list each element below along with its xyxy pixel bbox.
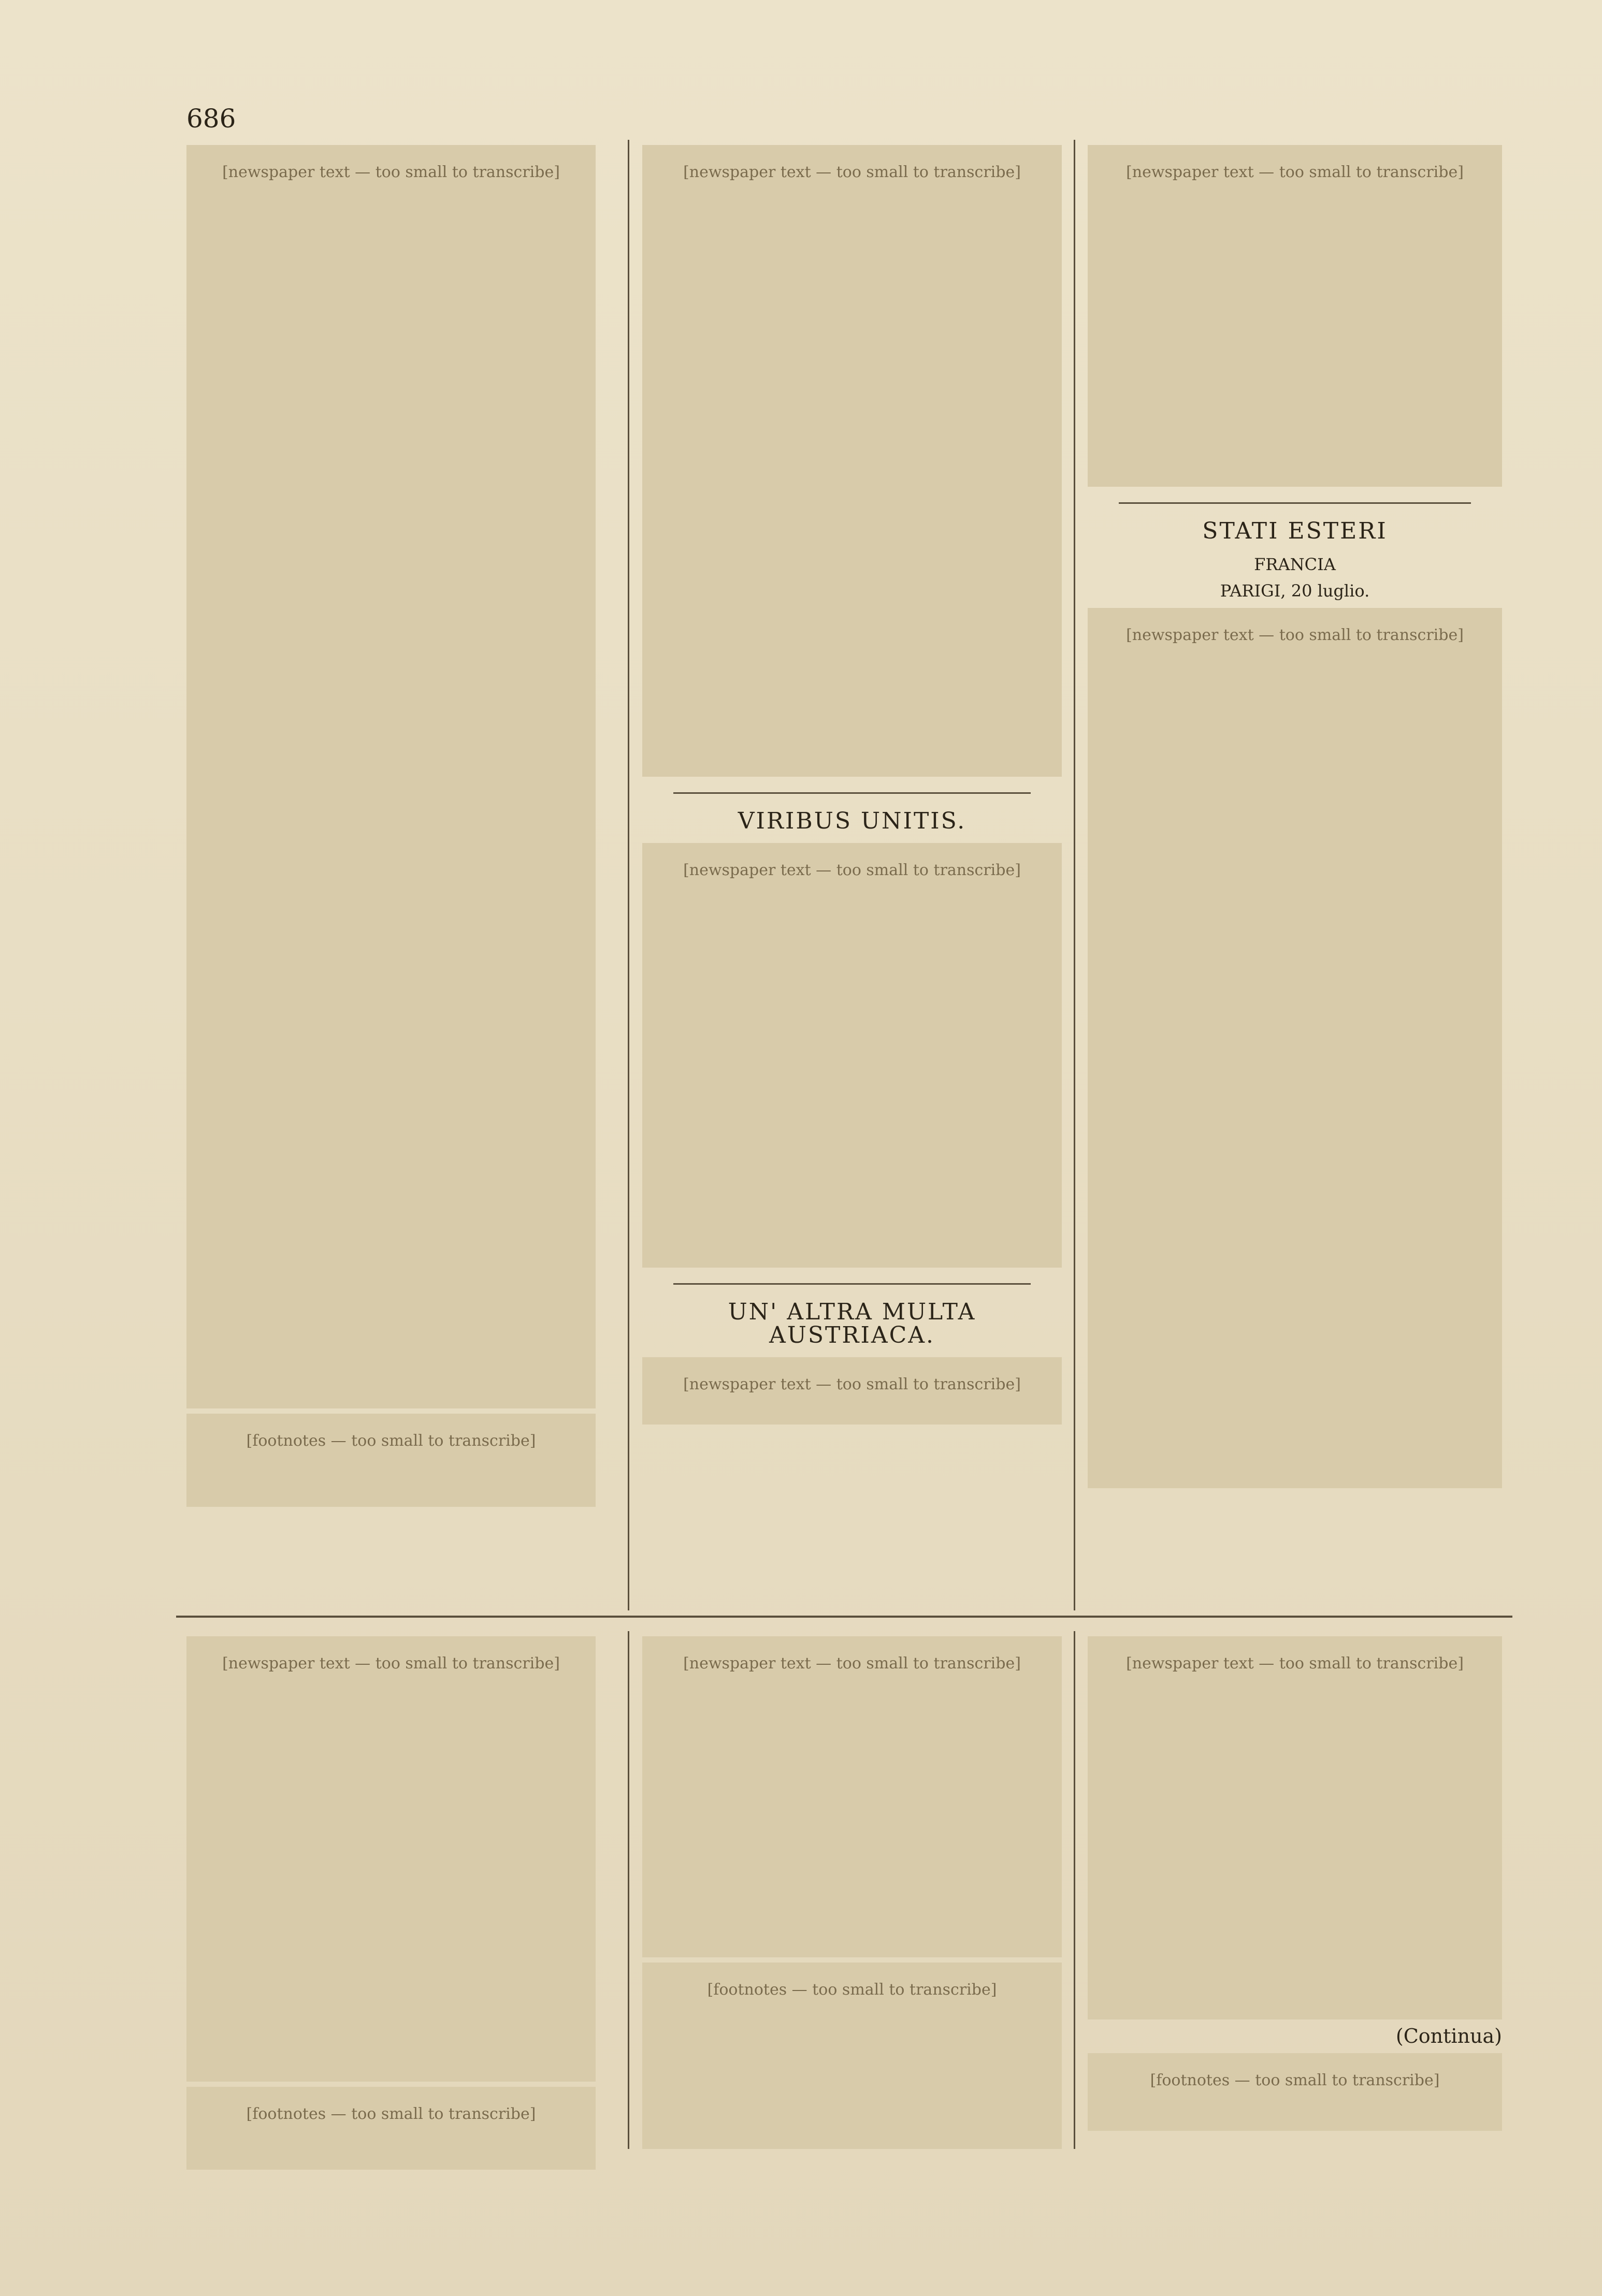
column-divider xyxy=(1074,140,1075,1610)
horizontal-divider xyxy=(176,1616,1512,1618)
article-text-placeholder: [newspaper text — too small to transcribe] xyxy=(642,1636,1062,1957)
article-text-placeholder: [newspaper text — too small to transcribe] xyxy=(642,843,1062,1268)
article-text-placeholder: [newspaper text — too small to transcribe] xyxy=(642,145,1062,777)
article-text-placeholder: [newspaper text — too small to transcribe] xyxy=(186,1636,596,2082)
multa-heading: UN' ALTRA MULTA AUSTRIACA. xyxy=(728,1299,976,1348)
footnote-placeholder: [footnotes — too small to transcribe] xyxy=(186,2087,596,2170)
column-right-bottom xyxy=(1088,1631,1502,2149)
page-number: 686 xyxy=(186,104,236,134)
footnote-placeholder: [footnotes — too small to transcribe] xyxy=(186,1414,596,1507)
section-divider xyxy=(673,1283,1031,1285)
column-middle-bottom xyxy=(642,1631,1062,2149)
viribus-unitis-heading: VIRIBUS UNITIS. xyxy=(738,808,966,834)
section-divider xyxy=(1119,502,1471,504)
article-text-placeholder: [newspaper text — too small to transcribe] xyxy=(642,1357,1062,1425)
column-divider xyxy=(1074,1631,1075,2149)
column-left-top xyxy=(186,140,596,1486)
column-divider xyxy=(628,140,629,1610)
footnote-placeholder: [footnotes — too small to transcribe] xyxy=(642,1963,1062,2149)
article-text-placeholder: [newspaper text — too small to transcribe] xyxy=(1088,608,1502,1488)
column-right-top xyxy=(1088,140,1502,1579)
column-left-bottom xyxy=(186,1631,596,2149)
footnote-placeholder: [footnotes — too small to transcribe] xyxy=(1088,2053,1502,2131)
article-text-placeholder: [newspaper text — too small to transcribe] xyxy=(1088,145,1502,487)
column-middle-top xyxy=(642,140,1062,1538)
article-text-placeholder: [newspaper text — too small to transcribe] xyxy=(186,145,596,1408)
section-divider xyxy=(673,792,1031,794)
column-divider xyxy=(628,1631,629,2149)
article-text-placeholder: [newspaper text — too small to transcribe] xyxy=(1088,1636,1502,2019)
continua-note: (Continua) xyxy=(1395,2025,1502,2047)
esteri-dateline: PARIGI, 20 luglio. xyxy=(1220,581,1370,601)
esteri-subheading: FRANCIA xyxy=(1254,555,1336,574)
esteri-heading: STATI ESTERI xyxy=(1202,518,1388,544)
